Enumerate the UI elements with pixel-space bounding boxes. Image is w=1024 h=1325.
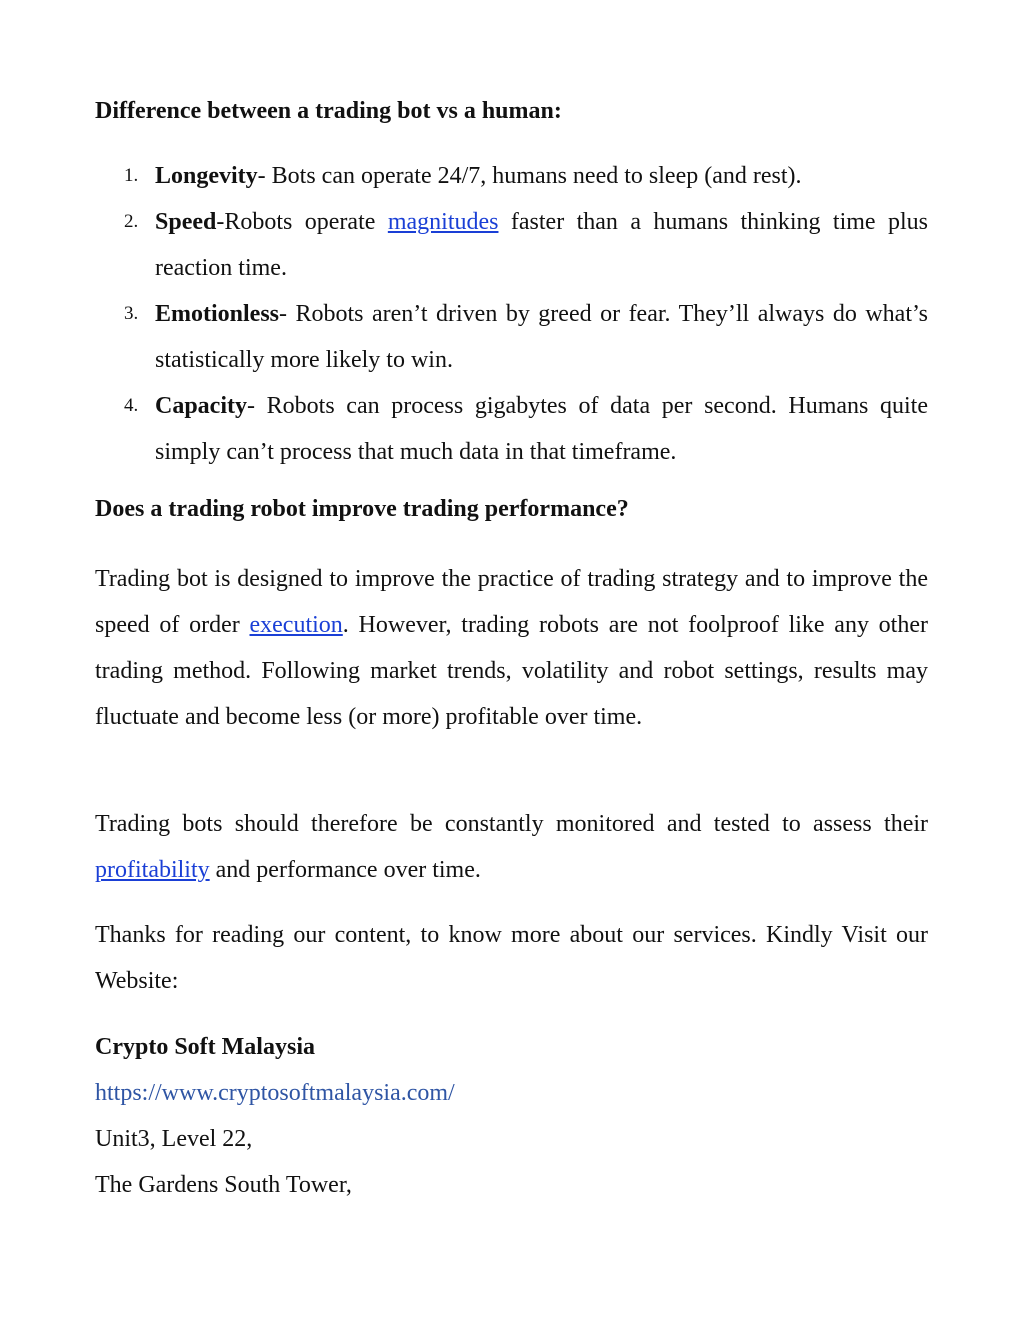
list-item-speed	[95, 199, 928, 291]
list-number: 3.	[124, 303, 139, 324]
paragraph-monitoring	[95, 801, 928, 893]
term-emotionless: Emotionless	[155, 301, 280, 327]
paragraph-text: Trading bots should therefore be constantly monitored and tested to assess their	[95, 811, 928, 837]
list-number: 2.	[124, 211, 139, 232]
paragraph-thanks: Thanks for reading our content, to know more about our services. Kindly Visit our Website:	[95, 922, 928, 994]
profitability-link[interactable]: profitability	[95, 857, 210, 883]
magnitudes-link[interactable]: magnitudes	[387, 209, 499, 235]
website-link[interactable]: https://www.cryptosoftmalaysia.com/	[95, 1080, 455, 1106]
term-capacity: Capacity	[155, 393, 247, 419]
list-item-capacity	[95, 383, 928, 475]
execution-link[interactable]: execution	[249, 612, 343, 638]
paragraph-text: and performance over time.	[209, 857, 481, 883]
paragraph-text: . However, trading robots are not foolproof like any other trading method. Following market trends, volatility and robot settings, results may fluctuate and become less (or more) profitable over time.	[95, 612, 928, 730]
term-speed: Speed	[155, 209, 217, 235]
company-name: Crypto Soft Malaysia	[95, 1034, 315, 1060]
features-list	[95, 153, 928, 475]
list-item-longevity	[95, 153, 928, 199]
section-heading-difference: Difference between a trading bot vs a human:	[95, 98, 562, 124]
section-heading-performance: Does a trading robot improve trading performance?	[95, 496, 629, 522]
paragraph-text: Trading bot is designed to improve the practice of trading strategy and to improve the speed of order	[95, 566, 928, 638]
address-line-2: The Gardens South Tower,	[95, 1172, 352, 1198]
item-text: - Robots can process gigabytes of data per second. Humans quite simply can’t process that much data in that timeframe.	[155, 393, 928, 465]
list-item-emotionless	[95, 291, 928, 383]
list-number: 4.	[124, 395, 139, 416]
list-number: 1.	[124, 165, 139, 186]
paragraph-trading-bot	[95, 556, 928, 740]
item-text: -Robots operate	[216, 209, 388, 235]
contact-block	[95, 1024, 928, 1208]
item-text: - Robots aren’t driven by greed or fear. They’ll always do what’s statistically more likely to win.	[155, 301, 928, 373]
item-text: faster than a humans thinking time plus reaction time.	[155, 209, 928, 281]
item-text: - Bots can operate 24/7, humans need to sleep (and rest).	[257, 163, 802, 189]
term-longevity: Longevity	[155, 163, 258, 189]
address-line-1: Unit3, Level 22,	[95, 1126, 253, 1152]
